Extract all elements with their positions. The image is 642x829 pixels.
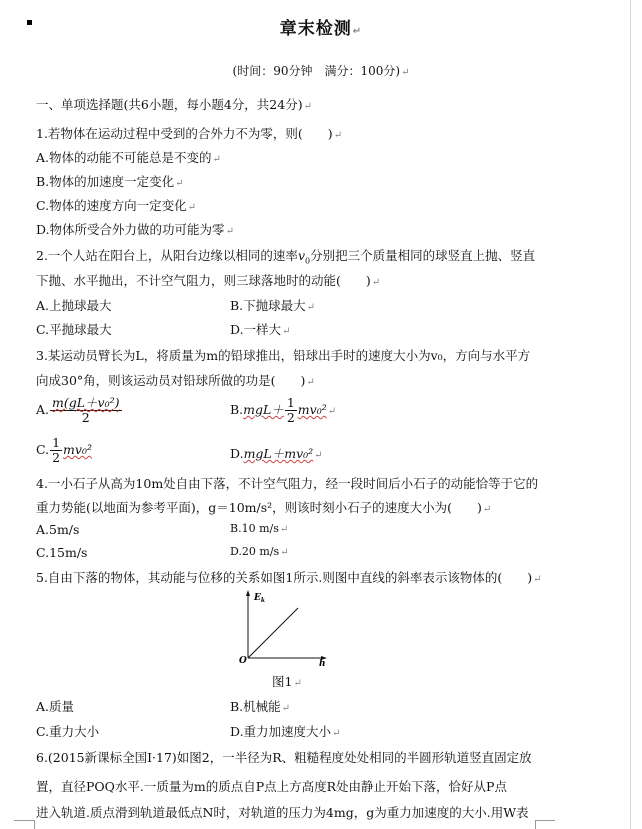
q2-option-a: A.上抛球最大 — [36, 298, 112, 313]
q6-stem-line3: 进入轨道.质点滑到轨道最低点N时，对轨道的压力为4mg，g为重力加速度的大小.用W表 — [36, 805, 529, 820]
q5-stem: 5.自由下落的物体，其动能与位移的关系如图1所示.则图中直线的斜率表示该物体的( )↵ — [36, 570, 542, 585]
q3-stem-line2: 向成30°角，则该运动员对铅球所做的功是( )↵ — [36, 373, 315, 388]
q1-option-b: B.物体的加速度一定变化↵ — [36, 174, 184, 189]
fig-line — [248, 608, 298, 658]
q1-option-a: A.物体的动能不可能总是不变的↵ — [36, 150, 221, 165]
crop-mark-left — [14, 820, 34, 821]
q6-stem-line1: 6.(2015新课标全国Ⅰ·17)如图2，一半径为R、粗糙程度处处相同的半圆形轨道竖直固定放 — [36, 750, 532, 765]
page-edge — [630, 0, 631, 829]
q2-stem-line2: 下抛、水平抛出，不计空气阻力，则三球落地时的动能( )↵ — [36, 273, 381, 288]
q5-option-b: B.机械能↵ — [230, 699, 291, 714]
q1-option-d: D.物体所受合外力做的功可能为零↵ — [36, 222, 234, 237]
q5-option-c: C.重力大小 — [36, 724, 100, 739]
fig-y-label: $E_k$ — [254, 593, 266, 604]
q4-option-c: C.15m/s — [36, 545, 88, 560]
q1-option-c: C.物体的速度方向一定变化↵ — [36, 198, 196, 213]
fig-y-arrow — [246, 590, 250, 596]
q5-option-a: A.质量 — [36, 699, 75, 714]
q5-option-d: D.重力加速度大小↵ — [230, 724, 341, 739]
q4-stem-line2: 重力势能(以地面为参考平面)，g＝10m/s²，则该时刻小石子的速度大小为( )↵ — [36, 500, 492, 515]
fig-x-label: h — [319, 659, 326, 668]
q4-option-d: D.20 m/s↵ — [230, 545, 289, 558]
q2-stem-line1: 2.一个人站在阳台上，从阳台边缘以相同的速率$v_0$分别把三个质量相同的球竖直上抛、竖直 — [36, 248, 536, 266]
q3-option-c: C. $\frac{1}{2}$ mv₀² — [36, 435, 92, 465]
q4-option-a: A.5m/s — [36, 522, 80, 537]
q2-option-b: B.下抛球最大↵ — [230, 298, 316, 313]
q1-stem: 1.若物体在运动过程中受到的合外力不为零，则( )↵ — [36, 126, 343, 141]
page-title: 章末检测↵ — [279, 19, 363, 39]
section-heading: 一、单项选择题(共6小题，每小题4分，共24分)↵ — [36, 97, 312, 112]
crop-mark-right-v — [535, 820, 536, 829]
q6-stem-line2: 置，直径POQ水平.一质量为m的质点自P点上方高度R处由静止开始下落，恰好从P点 — [36, 779, 507, 794]
q4-stem-line1: 4.一小石子从高为10m处自由下落，不计空气阻力，经一段时间后小石子的动能恰等于它的 — [36, 476, 539, 491]
q3-option-d: D.mgL＋mv₀²↵ — [230, 446, 323, 461]
q3-option-b: B.mgL＋ $\frac{1}{2}$ mv₀²↵ — [230, 395, 337, 425]
fig-origin-label: O — [239, 656, 247, 666]
q2-option-d: D.一样大↵ — [230, 322, 291, 337]
q3-stem-line1: 3.某运动员臂长为L，将质量为m的铅球推出，铅球出手时的速度大小为v₀，方向与水平方 — [36, 348, 531, 363]
q2-option-c: C.平抛球最大 — [36, 322, 112, 337]
q5-figure — [236, 588, 336, 668]
q4-option-b: B.10 m/s↵ — [230, 522, 289, 535]
q5-figure-caption: 图1↵ — [272, 674, 302, 689]
exam-info: (时间：90分钟 满分：100分)↵ — [232, 64, 410, 78]
q3-option-a: A. $\frac{\text{m(gL＋v₀²)}}{2}$ — [36, 395, 120, 425]
crop-mark-right — [535, 820, 555, 821]
crop-mark-left-v — [34, 820, 35, 829]
